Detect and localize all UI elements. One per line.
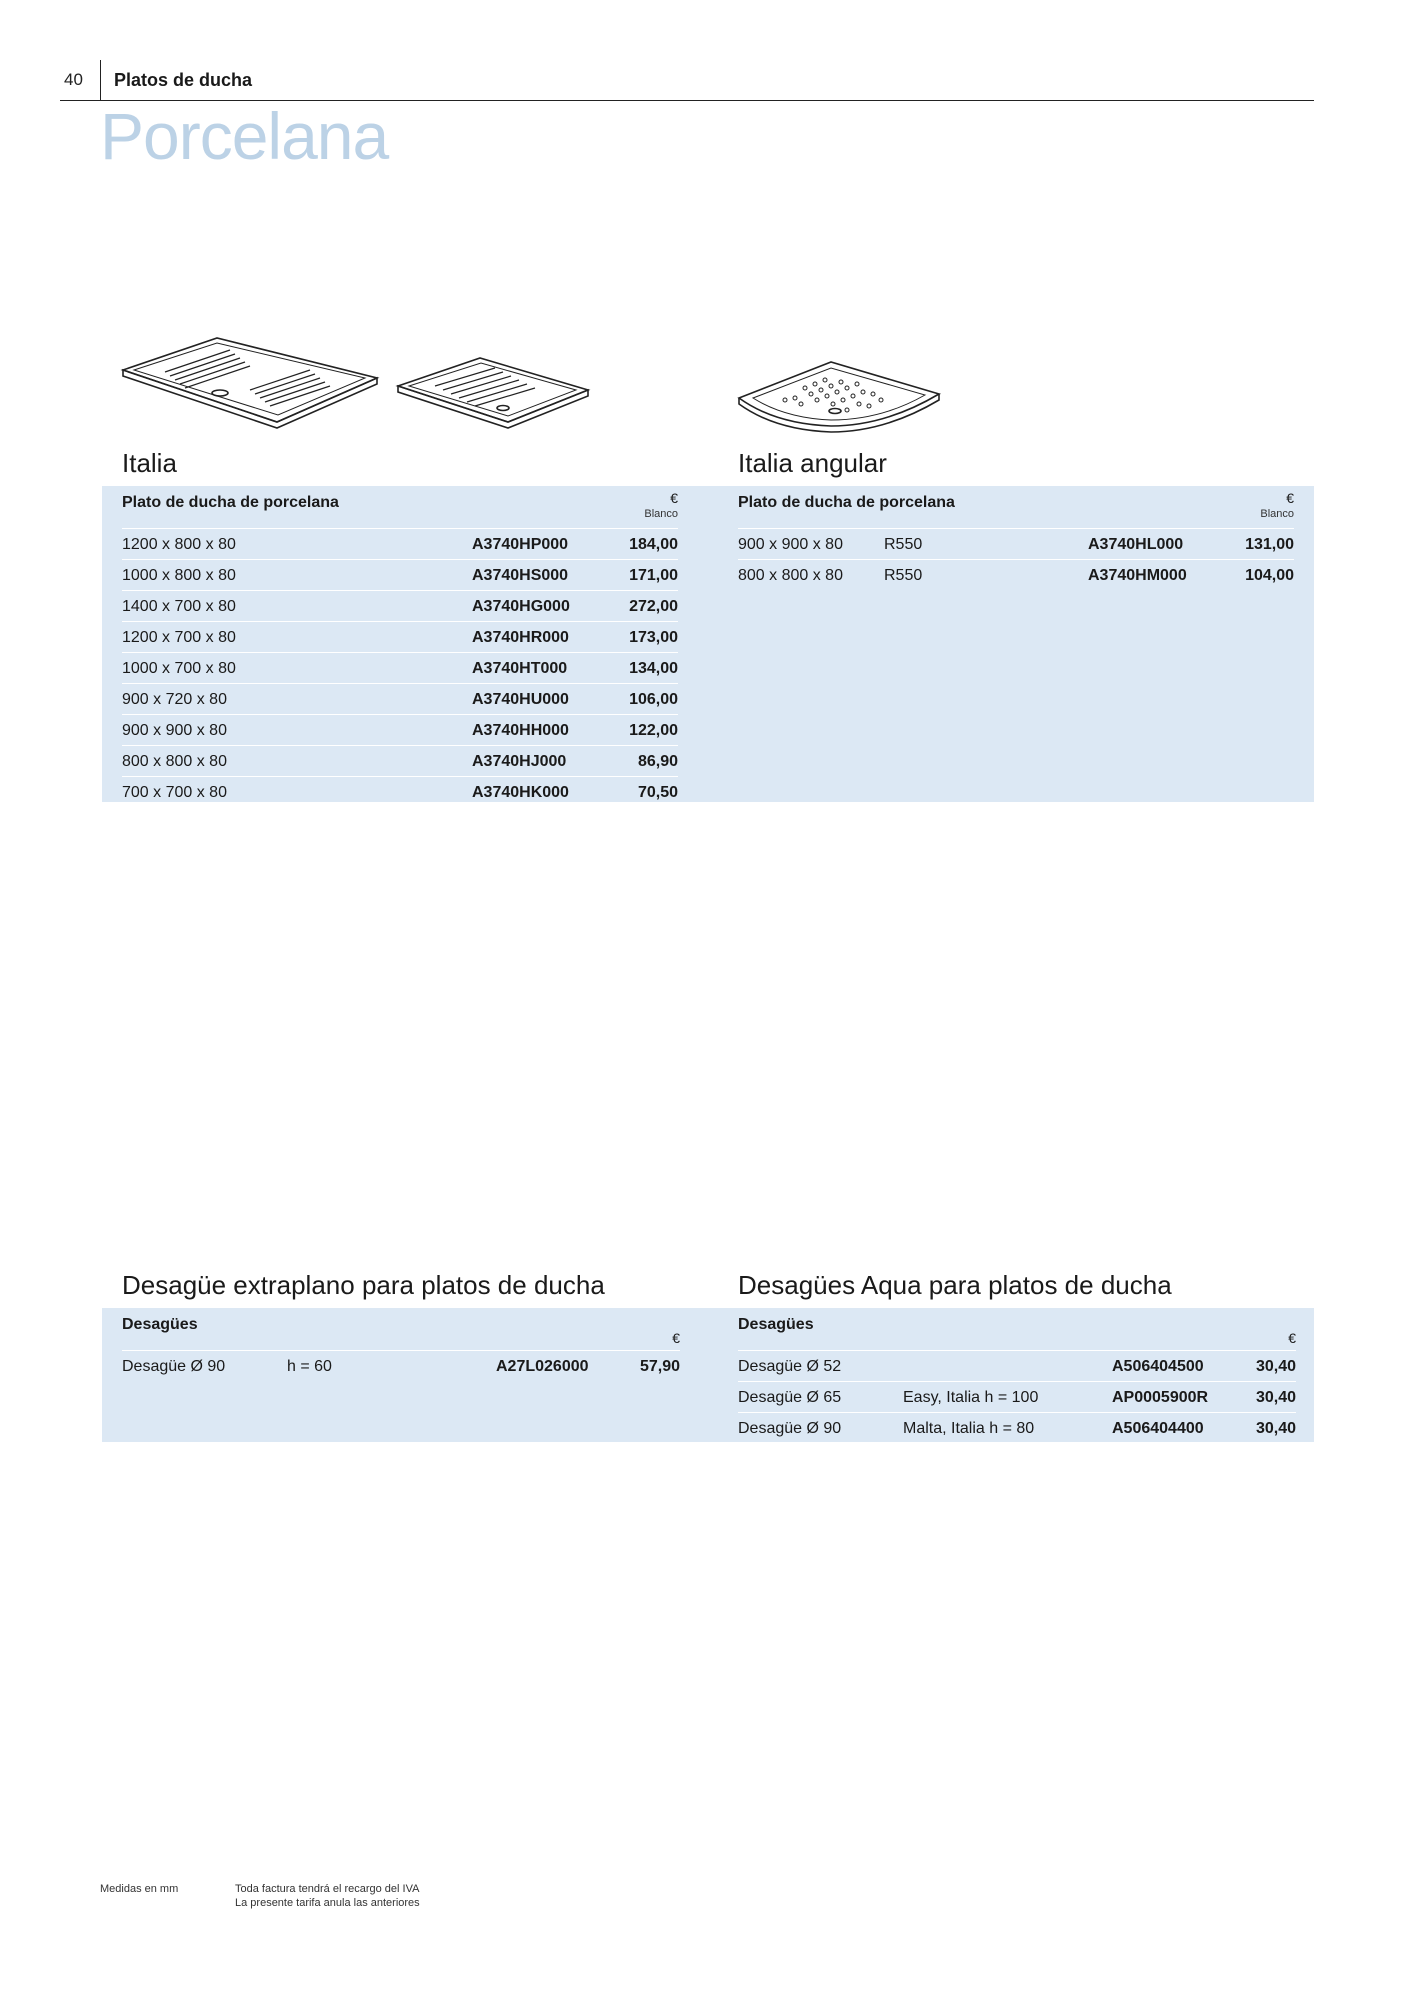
price-cell: 30,40 (1255, 1358, 1296, 1375)
price-cell: 272,00 (629, 598, 678, 615)
name-cell: Desagüe Ø 52 (738, 1358, 842, 1375)
code-cell: A3740HT000 (472, 660, 568, 677)
price-cell: 171,00 (629, 567, 678, 584)
footer-note (235, 1882, 420, 1910)
code-cell: A3740HP000 (472, 536, 569, 553)
size-cell: 1000 x 700 x 80 (122, 660, 236, 677)
table-row (122, 684, 678, 715)
radius-cell: R550 (884, 567, 923, 584)
code-cell: A3740HJ000 (472, 753, 567, 770)
spec-cell: h = 60 (287, 1358, 332, 1375)
code-cell: A506404400 (1112, 1420, 1204, 1437)
size-cell: 900 x 720 x 80 (122, 691, 227, 708)
price-cell: 30,40 (1255, 1389, 1296, 1406)
price-cell: 106,00 (629, 691, 678, 708)
price-cell: 131,00 (1245, 536, 1294, 553)
price-cell: 173,00 (629, 629, 678, 646)
page-number: 40 (64, 70, 83, 89)
size-cell: 800 x 800 x 80 (122, 753, 227, 770)
desagues-aqua-header (738, 1308, 1296, 1351)
spec-cell: Easy, Italia h = 100 (903, 1389, 1039, 1406)
size-cell: 900 x 900 x 80 (122, 722, 227, 739)
radius-cell: R550 (884, 536, 923, 553)
size-cell: 700 x 700 x 80 (122, 784, 227, 801)
table-row (122, 1351, 680, 1381)
code-cell: A3740HL000 (1088, 536, 1184, 553)
desagues-aqua-header-label: Desagües (738, 1316, 814, 1333)
code-cell: A3740HS000 (472, 567, 569, 584)
table-row (122, 591, 678, 622)
italia-angular-finish: Blanco (1260, 508, 1294, 520)
size-cell: 1200 x 800 x 80 (122, 536, 236, 553)
italia-angular-tray-illustration (735, 358, 945, 434)
table-row (122, 715, 678, 746)
table-row (122, 529, 678, 560)
price-cell: 104,00 (1245, 567, 1294, 584)
code-cell: A506404500 (1112, 1358, 1204, 1375)
price-cell: 57,90 (639, 1358, 680, 1375)
price-cell: 30,40 (1255, 1420, 1296, 1437)
footer-units: Medidas en mm (100, 1883, 179, 1895)
table-row (122, 560, 678, 591)
header-separator (100, 60, 101, 100)
italia-tray-illustrations (120, 330, 600, 440)
italia-angular-title: Italia angular (738, 448, 887, 478)
price-cell: 134,00 (629, 660, 678, 677)
footer-note-line-1: Toda factura tendrá el recargo del IVA (235, 1883, 420, 1895)
code-cell: A3740HH000 (472, 722, 569, 739)
price-cell: 184,00 (629, 536, 678, 553)
size-cell: 900 x 900 x 80 (738, 536, 843, 553)
table-row (122, 653, 678, 684)
code-cell: A3740HR000 (472, 629, 569, 646)
italia-title: Italia (122, 448, 177, 478)
desague-extraplano-header-label: Desagües (122, 1316, 198, 1333)
code-cell: A3740HU000 (472, 691, 569, 708)
desague-extraplano-title: Desagüe extraplano para platos de ducha (122, 1270, 605, 1300)
italia-currency: € (670, 490, 678, 506)
page-title: Porcelana (100, 99, 389, 173)
table-row (738, 1382, 1296, 1413)
name-cell: Desagüe Ø 90 (738, 1420, 842, 1437)
code-cell: AP0005900R (1112, 1389, 1209, 1406)
italia-angular-table-header (738, 486, 1294, 529)
italia-table-header (122, 486, 678, 529)
rectangular-tray-small-illustration (398, 358, 588, 428)
italia-angular-price-table (738, 486, 1294, 590)
size-cell: 1200 x 700 x 80 (122, 629, 236, 646)
size-cell: 800 x 800 x 80 (738, 567, 843, 584)
desagues-aqua-currency: € (1288, 1330, 1296, 1346)
size-cell: 1400 x 700 x 80 (122, 598, 236, 615)
desagues-aqua-title: Desagües Aqua para platos de ducha (738, 1270, 1172, 1300)
italia-angular-currency: € (1286, 490, 1294, 506)
footer-note-line-2: La presente tarifa anula las anteriores (235, 1897, 420, 1909)
desague-extraplano-currency: € (672, 1330, 680, 1346)
price-cell: 86,90 (637, 753, 678, 770)
table-row (738, 1351, 1296, 1382)
table-row (122, 777, 678, 807)
table-row (738, 1413, 1296, 1443)
name-cell: Desagüe Ø 65 (738, 1389, 842, 1406)
price-cell: 70,50 (637, 784, 678, 801)
desagues-aqua-table (738, 1308, 1296, 1443)
desague-extraplano-header (122, 1308, 680, 1351)
italia-price-table (122, 486, 678, 807)
code-cell: A27L026000 (496, 1358, 589, 1375)
price-cell: 122,00 (629, 722, 678, 739)
code-cell: A3740HG000 (472, 598, 570, 615)
name-cell: Desagüe Ø 90 (122, 1358, 226, 1375)
italia-header-label: Plato de ducha de porcelana (122, 494, 339, 511)
table-row (122, 622, 678, 653)
table-row (738, 529, 1294, 560)
italia-finish: Blanco (644, 508, 678, 520)
size-cell: 1000 x 800 x 80 (122, 567, 236, 584)
code-cell: A3740HK000 (472, 784, 569, 801)
rectangular-tray-large-illustration (123, 338, 377, 428)
italia-angular-header-label: Plato de ducha de porcelana (738, 494, 955, 511)
section-title: Platos de ducha (114, 70, 253, 90)
spec-cell: Malta, Italia h = 80 (903, 1420, 1035, 1437)
table-row (122, 746, 678, 777)
table-row (738, 560, 1294, 590)
code-cell: A3740HM000 (1088, 567, 1187, 584)
desague-extraplano-table (122, 1308, 680, 1381)
